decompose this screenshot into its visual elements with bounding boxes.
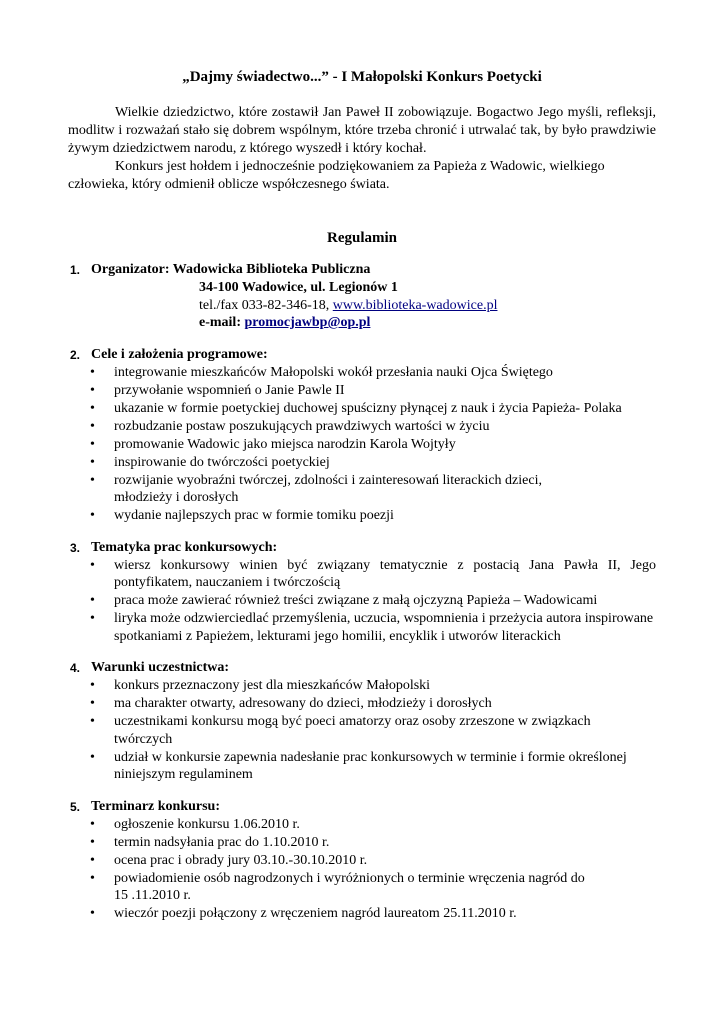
- document-page: [68, 68, 656, 937]
- list-item: • inspirowanie do twórczości poetyckiej: [90, 454, 330, 470]
- section-schedule: [68, 798, 656, 923]
- list-item: • powiadomienie osób nagrodzonych i wyróżnionych o terminie wręczenia nagród do 15 .11.2010 r.: [90, 870, 585, 903]
- list-item: • rozwijanie wyobraźni twórczej, zdolności i zainteresowań literackich dzieci, młodzieży i dorosłych: [90, 472, 542, 505]
- section-number: 5.: [70, 799, 81, 814]
- intro: [68, 104, 656, 194]
- section-themes: [68, 539, 656, 646]
- list-item: • liryka może odzwierciedlać przemyślenia, uczucia, wspomnienia i przeżycia autora inspirowane spotkaniami z Papieżem, lekturami jego homilii, encyklik i utworów literackich: [90, 611, 654, 644]
- organizer-email: e-mail: promocjawbp@op.pl: [199, 315, 371, 330]
- page-title: „Dajmy świadectwo...” - I Małopolski Konkurs Poetycki: [182, 69, 542, 85]
- section-goals: [68, 346, 656, 525]
- list-item: • uczestnikami konkursu mogą być poeci amatorzy oraz osoby zrzeszone w związkach twórczych: [90, 714, 591, 747]
- list-item: • integrowanie mieszkańców Małopolski wokół przesłania nauki Ojca Świętego: [90, 364, 553, 380]
- intro-paragraph-1: Wielkie dziedzictwo, które zostawił Jan Paweł II zobowiązuje. Bogactwo Jego myśli, refleksji, modlitw i rozważań stało się dobrem wspólnym, które trzeba chronić i utrwalać tak, by było prawdziwie żywym dziedzictwem narodu, z którego wyszedł i który kochał.: [68, 105, 656, 156]
- list-item: • ocena prac i obrady jury 03.10.-30.10.2010 r.: [90, 852, 368, 868]
- list-item: • ma charakter otwarty, adresowany do dzieci, młodzieży i dorosłych: [90, 696, 492, 711]
- list-item: • wieczór poezji połączony z wręczeniem nagród laureatom 25.11.2010 r.: [90, 906, 517, 921]
- list-item: • konkurs przeznaczony jest dla mieszkańców Małopolski: [90, 678, 431, 693]
- themes-list: [68, 557, 656, 646]
- section-number: 1.: [70, 263, 81, 277]
- section-heading: Tematyka prac konkursowych:: [91, 539, 278, 555]
- intro-paragraph-2: Konkurs jest hołdem i jednocześnie podziękowaniem za Papieża z Wadowic, wielkiego człowieka, który odmienił oblicze współczesnego świata.: [68, 159, 605, 192]
- section-heading: Warunki uczestnictwa:: [91, 660, 230, 675]
- list-item: • udział w konkursie zapewnia nadesłanie prac konkursowych w terminie i formie określonej niniejszym regulaminem: [90, 749, 627, 782]
- list-item: • wydanie najlepszych prac w formie tomiku poezji: [90, 508, 394, 523]
- list-item: • praca może zawierać również treści związane z małą ojczyzną Papieża – Wadowicami: [90, 593, 598, 608]
- section-heading: Organizator: Wadowicka Biblioteka Publiczna: [91, 262, 371, 277]
- section-heading: Cele i założenia programowe:: [91, 346, 268, 362]
- list-item: • wiersz konkursowy winien być związany tematycznie z postacią Jana Pawła II, Jego pontyfikatem, nauczaniem i twórczością: [90, 557, 656, 590]
- organizer-address: 34-100 Wadowice, ul. Legionów 1: [199, 280, 398, 295]
- participation-list: [68, 677, 656, 784]
- regulamin-heading: Regulamin: [326, 230, 397, 246]
- list-item: • ogłoszenie konkursu 1.06.2010 r.: [90, 816, 300, 832]
- list-item: • promowanie Wadowic jako miejsca narodzin Karola Wojtyły: [90, 436, 456, 452]
- email-link[interactable]: promocjawbp@op.pl: [244, 315, 371, 330]
- list-item: • rozbudzanie postaw poszukujących prawdziwych wartości w życiu: [90, 418, 490, 434]
- list-item: • przywołanie wspomnień o Janie Pawle II: [90, 382, 345, 398]
- organizer-contact: [68, 279, 656, 332]
- organizer-phone: tel./fax 033-82-346-18, www.biblioteka-wadowice.pl: [199, 297, 498, 313]
- section-organizer: [68, 261, 656, 332]
- section-number: 2.: [70, 347, 81, 362]
- schedule-list: [68, 816, 656, 923]
- section-number: 3.: [70, 540, 81, 555]
- section-heading: Terminarz konkursu:: [91, 798, 221, 814]
- goals-list: [68, 364, 656, 525]
- section-number: 4.: [70, 661, 81, 675]
- website-link[interactable]: www.biblioteka-wadowice.pl: [332, 297, 498, 313]
- list-item: • termin nadsyłania prac do 1.10.2010 r.: [90, 834, 330, 850]
- regulations-sections: [68, 261, 656, 923]
- section-participation: [68, 659, 656, 784]
- list-item: • ukazanie w formie poetyckiej duchowej spuścizny płynącej z nauk i życia Papieża- Polaka: [90, 400, 622, 416]
